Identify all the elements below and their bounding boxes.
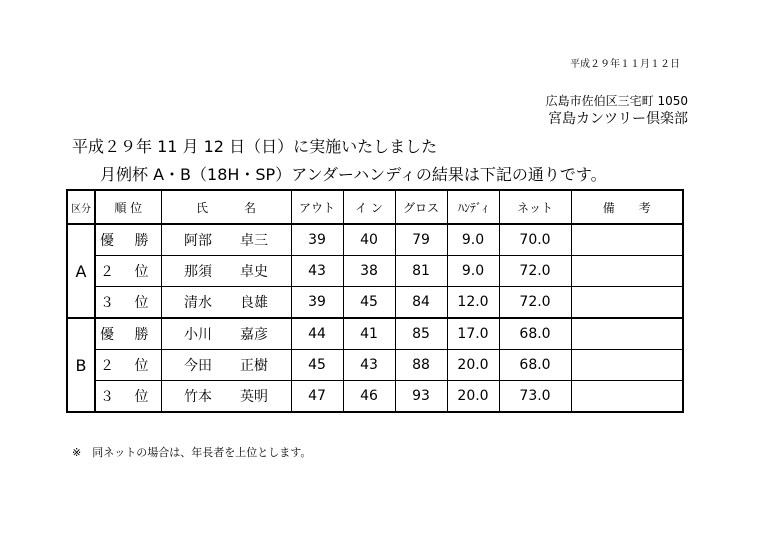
results-body: [67, 224, 683, 412]
header-name: 氏 名: [161, 190, 291, 224]
player-name-cell: [161, 350, 291, 381]
player-surname: 清水: [184, 295, 212, 311]
in-score-cell: 46: [343, 381, 395, 413]
handicap-cell: 12.0: [447, 287, 499, 319]
header-division: 区分: [67, 190, 95, 224]
organizer-name: 宮島カンツリー倶楽部: [548, 111, 688, 127]
document-date: 平成２９年１１月１２日: [570, 59, 680, 70]
player-surname: 阿部: [184, 233, 212, 249]
net-score-cell: 70.0: [499, 224, 571, 256]
rank-cell: 優 勝: [95, 224, 161, 256]
header-remarks: 備 考: [571, 190, 683, 224]
player-given-name: 嘉彦: [240, 327, 268, 343]
out-score-cell: 47: [291, 381, 343, 413]
in-score-cell: 45: [343, 287, 395, 319]
out-score-cell: 39: [291, 224, 343, 256]
remarks-cell: [571, 224, 683, 256]
rank-cell: 優 勝: [95, 318, 161, 350]
in-score-cell: 43: [343, 350, 395, 381]
player-surname: 竹本: [184, 389, 212, 405]
table-row: [67, 287, 683, 319]
gross-score-cell: 81: [395, 256, 447, 287]
gross-score-cell: 84: [395, 287, 447, 319]
in-score-cell: 41: [343, 318, 395, 350]
table-row: [67, 224, 683, 256]
tie-break-note: ※ 同ネットの場合は、年長者を上位とします。: [72, 446, 312, 459]
rank-cell: ２ 位: [95, 350, 161, 381]
player-given-name: 良雄: [240, 295, 268, 311]
player-name-cell: [161, 256, 291, 287]
header-out: アウト: [291, 190, 343, 224]
intro-text: 平成２９年 11 月 12 日（日）に実施いたしました: [72, 137, 438, 156]
player-given-name: 卓史: [240, 264, 268, 280]
player-name-cell: [161, 287, 291, 319]
player-given-name: 卓三: [240, 233, 268, 249]
player-surname: 那須: [184, 264, 212, 280]
player-name-cell: [161, 381, 291, 413]
player-surname: 今田: [184, 358, 212, 374]
handicap-cell: 20.0: [447, 350, 499, 381]
player-name-cell: [161, 224, 291, 256]
header-handicap: ﾊﾝﾃﾞｨ: [447, 190, 499, 224]
header-gross: グロス: [395, 190, 447, 224]
rank-cell: ２ 位: [95, 256, 161, 287]
gross-score-cell: 93: [395, 381, 447, 413]
remarks-cell: [571, 256, 683, 287]
gross-score-cell: 88: [395, 350, 447, 381]
remarks-cell: [571, 381, 683, 413]
result-headline: 月例杯 A・B（18H・SP）アンダーハンディの結果は下記の通りです。: [100, 165, 607, 184]
header-net: ネット: [499, 190, 571, 224]
division-cell: B: [67, 318, 95, 412]
handicap-cell: 9.0: [447, 256, 499, 287]
player-given-name: 正樹: [240, 358, 268, 374]
in-score-cell: 38: [343, 256, 395, 287]
division-cell: A: [67, 224, 95, 318]
table-header-row: [67, 190, 683, 224]
remarks-cell: [571, 350, 683, 381]
net-score-cell: 73.0: [499, 381, 571, 413]
results-table: [66, 189, 684, 413]
remarks-cell: [571, 287, 683, 319]
gross-score-cell: 79: [395, 224, 447, 256]
player-name-cell: [161, 318, 291, 350]
header-in: イ ン: [343, 190, 395, 224]
player-given-name: 英明: [240, 389, 268, 405]
net-score-cell: 68.0: [499, 318, 571, 350]
out-score-cell: 45: [291, 350, 343, 381]
out-score-cell: 44: [291, 318, 343, 350]
table-row: [67, 256, 683, 287]
out-score-cell: 39: [291, 287, 343, 319]
table-row: [67, 350, 683, 381]
remarks-cell: [571, 318, 683, 350]
net-score-cell: 72.0: [499, 256, 571, 287]
net-score-cell: 72.0: [499, 287, 571, 319]
handicap-cell: 20.0: [447, 381, 499, 413]
header-rank: 順 位: [95, 190, 161, 224]
out-score-cell: 43: [291, 256, 343, 287]
organizer-address: 広島市佐伯区三宅町 1050: [545, 94, 688, 108]
rank-cell: ３ 位: [95, 287, 161, 319]
handicap-cell: 17.0: [447, 318, 499, 350]
table-row: [67, 318, 683, 350]
player-surname: 小川: [184, 327, 212, 343]
in-score-cell: 40: [343, 224, 395, 256]
rank-cell: ３ 位: [95, 381, 161, 413]
handicap-cell: 9.0: [447, 224, 499, 256]
gross-score-cell: 85: [395, 318, 447, 350]
net-score-cell: 68.0: [499, 350, 571, 381]
table-row: [67, 381, 683, 413]
